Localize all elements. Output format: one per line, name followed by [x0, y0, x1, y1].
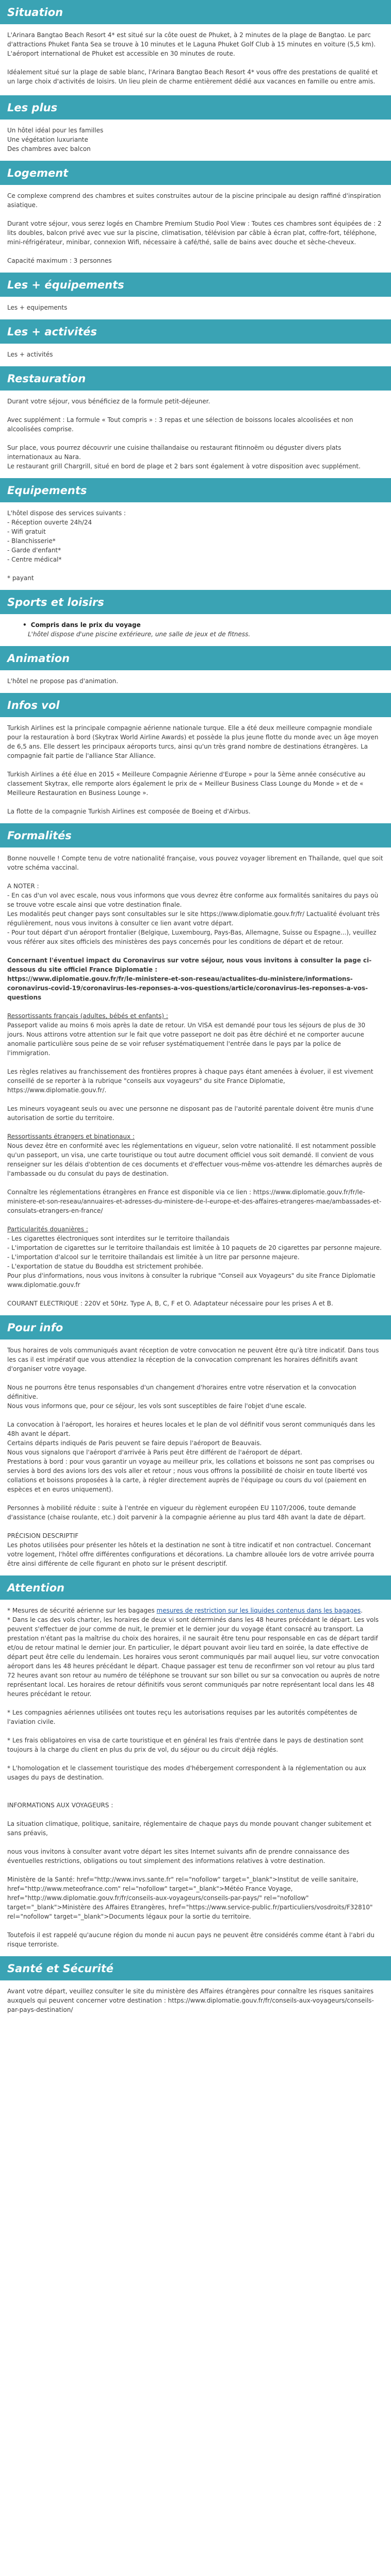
formalites-passport-text: Passeport valide au moins 6 mois après la date de retour. Un VISA est demandé pour tous les séjours de plus de 30 jours. Nous attirons votre attention sur le fait que votre passeport ne doit pas être déchiré et ne comporter aucune anomalie particulière sous peine de se voir refuser systématiquement l'entrée dans le pays par la police de l'immigration.: [7, 1022, 366, 1057]
formalites-covid-title: Concernant l'éventuel impact du Coronavirus sur votre séjour, nous vous invitons à consulter la page ci-dessous du site officiel France Diplomatie :: [7, 957, 372, 973]
sante-text: Avant votre départ, veuillez consulter le site du ministère des Affaires étrangères pour connaître les risques sanitaires auxquels qui peuvent concerner votre destination : https://www.diplomatie.gouv.fr/fr/conseils-aux-voyageurs/conseils-par-pays-destination/: [7, 1988, 374, 2013]
infos-vol-paragraph-1: Turkish Airlines est la principale compagnie aérienne nationale turque. Elle a été deux meilleure compagnie mondiale pour la restauration à bord (Skytrax World Airline Awards) et possède la plus jeune flotte du monde avec un âge moyen de 6,5 ans. Elle dessert les principaux aéroports turcs, ainsi qu'un très grand nombre de destinations étrangères. La compagnie fait partie de l'alliance Star Alliance.: [7, 724, 379, 759]
section-header-attention: Attention: [0, 1575, 391, 1600]
attention-p1-pre: * Mesures de sécurité aérienne sur les bagages: [7, 1607, 157, 1614]
section-situation: [0, 0, 391, 86]
formalites-a-noter-title: A NOTER :: [7, 883, 39, 890]
formalites-a-noter-line-1: - En cas d'un vol avec escale, nous vous informons que vous devrez être conforme aux formalités sanitaires du pays où se trouve votre escale ainsi que votre destination finale.: [7, 892, 379, 908]
infos-vol-paragraph-3: La flotte de la compagnie Turkish Airlines est composée de Boeing et d'Airbus.: [7, 808, 251, 815]
formalites-douane-line-4: - L'exportation de statue du Bouddha est strictement prohibée.: [7, 1263, 204, 1270]
pour-info-paragraph-6: Nous vous signalons que l'aéroport d'arrivée à Paris peut être différent de l'aéroport de départ.: [7, 1449, 303, 1456]
formalites-douane-line-5: Pour plus d'informations, nous vous invitons à consulter la rubrique "Conseil aux Voyageurs" du site France Diplomatie www.diplomatie.gouv.fr: [7, 1272, 376, 1289]
attention-paragraph-5: * L'homologation et le classement touristique des modes d'hébergement correspondent à la réglementation ou aux usages du pays de destination.: [7, 1765, 366, 1781]
section-activites-plus: [0, 319, 391, 359]
restauration-paragraph-4: Le restaurant grill Chargrill, situé en bord de plage et 2 bars sont également à votre disposition avec supplément.: [7, 463, 361, 470]
section-equipements-plus: [0, 273, 391, 312]
situation-paragraph-1: L'Arinara Bangtao Beach Resort 4* est situé sur la côte ouest de Phuket, à 2 minutes de la plage de Bangtao. Le parc d'attractions Phuket Fanta Sea se trouve à 10 minutes et le Laguna Phuket Golf Club à 15 minutes en voiture (5,5 km). L'aéroport international de Phuket est accessible en 30 minutes de route.: [7, 31, 376, 57]
sports-included-desc: L'hôtel dispose d'une piscine extérieure, une salle de jeux et de fitness.: [28, 631, 251, 638]
activites-plus-text: Les + activités: [7, 351, 53, 358]
pour-info-precision-text: Les photos utilisées pour présenter les hôtels et la destination ne sont à titre indicatif et non contractuel. Concernant votre logement, l'hôtel offre différentes configurations et décorations. La chambre allouée lors de votre arrivée pourra être ainsi différente de celle figurant en photo sur le présent descriptif.: [7, 1541, 374, 1567]
section-header-pour-info: Pour info: [0, 1315, 391, 1340]
equipements-line-5: - Centre médical*: [7, 556, 62, 563]
pour-info-paragraph-5: Certains départs indiqués de Paris peuvent se faire depuis l'aéroport de Beauvais.: [7, 1439, 262, 1447]
logement-capacity: Capacité maximum : 3 personnes: [7, 257, 112, 264]
sports-included-item: • Compris dans le prix du voyage: [23, 620, 384, 630]
section-formalites: [0, 823, 391, 1308]
formalites-etrangers-text-2: Connaître les réglementations étrangères en France est disponible via ce lien : https://www.diplomatie.gouv.fr/fr/le-ministere-et-son-reseau/annuaires-et-adresses-du-ministere-de-l-europe-et-des-affaires-etrangeres-mae/ambassades-et-consulats-etrangers-en-france/: [7, 1189, 382, 1214]
formalites-a-noter-line-3: - Pour tout départ d'un aéroport frontalier (Belgique, Luxembourg, Pays-Bas, Allemagne, Suisse ou Espagne...), veuillez vous référer aux sites officiels des ministères des pays concernés pour les conditions de départ et de retour.: [7, 929, 377, 945]
formalites-douane-line-2: - L'importation de cigarettes sur le territoire thaïlandais est limitée à 10 paquets de 20 cigarettes par personne majeure.: [7, 1244, 382, 1251]
section-sports: [0, 590, 391, 639]
section-pour-info: [0, 1315, 391, 1568]
pour-info-paragraph-8: Personnes à mobilité réduite : suite à l'entrée en vigueur du règlement européen EU 1107/2006, toute demande d'assistance (chaise roulante, etc.) doit parvenir à la compagnie aérienne au plus tard 48h avant la date de départ.: [7, 1504, 366, 1521]
section-header-plus: Les plus: [0, 95, 391, 120]
section-infos-vol: [0, 693, 391, 816]
attention-info-p1: La situation climatique, politique, sanitaire, réglementaire de chaque pays du monde pouvant changer subitement et sans préavis,: [7, 1820, 371, 1837]
situation-paragraph-2: Idéalement situé sur la plage de sable blanc, l'Arinara Bangtao Beach Resort 4* vous offre des prestations de qualité et un large choix d'activités de loisirs. Un lieu plein de charme entièrement dédié aux vacances en famille ou entre amis.: [7, 69, 378, 85]
liquids-restriction-link[interactable]: mesures de restriction sur les liquides contenus dans les bagages: [156, 1607, 361, 1614]
logement-paragraph-2: Durant votre séjour, vous serez logés en Chambre Premium Studio Pool View : Toutes ces chambres sont équipées de : 2 lits doubles, balcon privé avec vue sur la piscine, climatisation, télévision par câble à écran plat, coffre-fort, téléphone, mini-réfrigérateur, minibar, connexion Wifi, nécessaire à café/thé, salle de bains avec douche et sèche-cheveux.: [7, 220, 382, 246]
pour-info-paragraph-2: Nous ne pourrons être tenus responsables d'un changement d'horaires entre votre réservation et la convocation définitive.: [7, 1384, 356, 1400]
section-header-formalites: Formalités: [0, 823, 391, 848]
formalites-passport-title: Ressortissants français (adultes, bébés et enfants) :: [7, 1012, 168, 1020]
equipements-line-3: - Blanchisserie*: [7, 537, 56, 545]
section-sante: [0, 1956, 391, 2014]
section-header-logement: Logement: [0, 161, 391, 185]
attention-final: Toutefois il est rappelé qu'aucune région du monde ni aucun pays ne peuvent être considérés comme étant à l'abri du risque terroriste.: [7, 1931, 374, 1948]
pour-info-paragraph-7: Prestations à bord : pour vous garantir un voyage au meilleur prix, les collations et boissons ne sont pas comprises ou servies à bord des avions lors des vols aller et retour ; nous vous offrons la possibilité de choisir en toute liberté vos collations et boissons proposées à la carte, à régler directement auprès de l'équipage ou cours du vol (paiement en espèces et en euros uniquement).: [7, 1458, 374, 1493]
attention-paragraph-4: * Les frais obligatoires en visa de carte touristique et en général les frais d'entrée dans le pays de destination sont toujours à la charge du client en plus du prix de vol, du séjour ou du circuit déjà réglés.: [7, 1737, 364, 1753]
pour-info-precision-title: PRÉCISION DESCRIPTIF: [7, 1532, 79, 1539]
section-plus: [0, 95, 391, 154]
section-header-equipements: Equipements: [0, 478, 391, 502]
section-logement: [0, 161, 391, 265]
section-header-animation: Animation: [0, 646, 391, 670]
section-header-situation: Situation: [0, 0, 391, 24]
infos-vol-paragraph-2: Turkish Airlines a été élue en 2015 « Meilleure Compagnie Aérienne d'Europe » pour la 5ème année consécutive au classement Skytrax, elle remporte alors également le prix de « Meilleur Business Class Lounge du Monde » et de « Meilleure Restauration en Business Lounge ».: [7, 771, 366, 796]
animation-text: L'hôtel ne propose pas d'animation.: [7, 677, 119, 685]
restauration-paragraph-2: Avec supplément : La formule « Tout compris » : 3 repas et une sélection de boissons locales alcoolisées et non alcoolisées comprise.: [7, 416, 353, 433]
formalites-etrangers-text: Nous devez être en conformité avec les réglementations en vigueur, selon votre nationalité. Il est notamment possible qu'un passeport, un visa, une carte touristique ou tout autre document officiel vous soit demandé. Il convient de vous renseigner sur les délais d'obtention de ces documents et d'effectuer vous-même vos-attendre les démarches auprès de l'ambassade ou du consulat du pays de destination.: [7, 1142, 382, 1177]
attention-links-paragraph[interactable]: Ministère de la Santé: href="http://www.invs.sante.fr" rel="nofollow" target="_blank">Institut de veille sanitaire, href="http://www.meteofrance.com" rel="nofollow" target="_blank">Météo France Voyage, href="http://www.diplomatie.gouv.fr/fr/conseils-aux-voyageurs/conseils-par-pays/" rel="nofollow" target="_blank">Ministère des Affaires Etrangères, href="https://www.service-public.fr/particuliers/vosdroits/F32810" rel="nofollow" target="_blank">Documents légaux pour la sortie du territoire.: [7, 1876, 373, 1920]
section-header-restauration: Restauration: [0, 366, 391, 391]
restauration-paragraph-3: Sur place, vous pourrez découvrir une cuisine thaïlandaise ou restaurant fitinnoëm ou déguster divers plats internationaux au Nara.: [7, 444, 341, 461]
formalites-a-noter-line-2: Les modalités peut changer pays sont consultables sur le site https://www.diplomatie.gouv.fr/fr/ Lactualité évoluant très régulièrement, nous vous invitons à consulter ce lien avant votre départ.: [7, 910, 380, 927]
attention-p1-post: .: [361, 1607, 363, 1614]
restauration-paragraph-1: Durant votre séjour, vous bénéficiez de la formule petit-déjeuner.: [7, 398, 210, 405]
formalites-mineurs: Les mineurs voyageant seuls ou avec une personne ne disposant pas de l'autorité parentale doivent être munis d'une autorisation de sortie du territoire.: [7, 1105, 374, 1122]
formalites-douane-line-3: - L'importation d'alcool sur le territoire thaïlandais est limitée à un litre par personne majeure.: [7, 1253, 300, 1261]
attention-paragraph-3: * Les compagnies aériennes utilisées ont toutes reçu les autorisations requises par les autorités compétentes de l'aviation civile.: [7, 1709, 357, 1725]
formalites-regles: Les règles relatives au franchissement des frontières propres à chaque pays étant amenées à évoluer, il est vivement conseillé de se reporter à la rubrique "conseils aux voyageurs" du site France Diplomatie, https://www.diplomatie.gouv.fr/.: [7, 1068, 373, 1094]
equipements-intro: L'hôtel dispose des services suivants :: [7, 510, 126, 517]
formalites-etrangers-title: Ressortissants étrangers et binationaux :: [7, 1133, 135, 1140]
section-header-infos-vol: Infos vol: [0, 693, 391, 717]
section-header-sante: Santé et Sécurité: [0, 1956, 391, 1980]
logement-paragraph-1: Ce complexe comprend des chambres et suites construites autour de la piscine principale au design raffiné d'inspiration asiatique.: [7, 192, 381, 209]
plus-line-3: Des chambres avec balcon: [7, 145, 91, 152]
attention-paragraph-2: * Dans le cas des vols charter, les horaires de deux vi sont déterminés dans les 48 heures précédant le départ. Les vols peuvent s'effectuer de jour comme de nuit, le premier et le dernier jour du voyage étant consacré au transport. La prestation n'étant pas la maîtrise du choix des horaires, il ne saurait être tenu pour responsable en cas de départ tardif et/ou de retour matinal le dernier jour. En particulier, le départ pouvant avoir lieu tard en soirée, la date effective de départ peut être celle du lendemain. Les horaires vous seront communiqués par mail auquel lieu, sur votre convocation aéroport dans les 48 heures précédant le départ. Chaque passager est tenu de reconfirmer son vol retour au plus tard 72 heures avant son retour au numéro de téléphone se trouvant sur son billet ou sur sa convocation ou auprès de notre représentant local. Les horaires de retour définitifs vous seront communiqués par notre représentant local dans les 48 heures précédant le retour.: [7, 1616, 380, 1698]
attention-info-title: INFORMATIONS AUX VOYAGEURS :: [7, 1802, 113, 1809]
formalites-courant: COURANT ELECTRIQUE : 220V et 50Hz. Type A, B, C, F et O. Adaptateur nécessaire pour les prises A et B.: [7, 1300, 333, 1307]
attention-info-p2: nous vous invitons à consulter avant votre départ les sites Internet suivants afin de prendre connaissance des éventuelles restrictions, obligations ou tout simplement des informations relatives à votre destination.: [7, 1848, 350, 1865]
plus-line-1: Un hôtel idéal pour les familles: [7, 127, 104, 134]
section-header-activites-plus: Les + activités: [0, 319, 391, 344]
section-equipements: [0, 478, 391, 583]
pour-info-paragraph-3: Nous vous informons que, pour ce séjour, les vols sont susceptibles de faire l'objet d'une escale.: [7, 1402, 307, 1410]
plus-line-2: Une végétation luxuriante: [7, 136, 88, 143]
equipements-line-4: - Garde d'enfant*: [7, 547, 61, 554]
section-attention: [0, 1575, 391, 1949]
formalites-paragraph-1: Bonne nouvelle ! Compte tenu de votre nationalité française, vous pouvez voyager librement en Thaïlande, quel que soit votre schéma vaccinal.: [7, 855, 383, 871]
pour-info-paragraph-1: Tous horaires de vols communiqués avant réception de votre convocation ne peuvent être qu'à titre indicatif. Dans tous les cas il est impératif que vous attendiez la réception de la convocation comprenant les horaires définitifs avant d'organiser votre voyage.: [7, 1347, 379, 1372]
equipements-plus-text: Les + equipements: [7, 304, 68, 311]
section-header-sports: Sports et loisirs: [0, 590, 391, 614]
equipements-line-2: - Wifi gratuit: [7, 528, 46, 535]
equipements-line-1: - Réception ouverte 24h/24: [7, 519, 92, 526]
formalites-douane-line-1: - Les cigarettes électroniques sont interdites sur le territoire thaïlandais: [7, 1235, 230, 1242]
section-restauration: [0, 366, 391, 471]
equipements-note: * payant: [7, 574, 34, 582]
pour-info-paragraph-4: La convocation à l'aéroport, les horaires et heures locales et le plan de vol définitif vous seront communiqués dans les 48h avant le départ.: [7, 1421, 376, 1437]
section-header-equipements-plus: Les + équipements: [0, 273, 391, 297]
attention-paragraph-1: [7, 1606, 384, 1615]
formalites-covid-link[interactable]: https://www.diplomatie.gouv.fr/fr/le-ministere-et-son-reseau/actualites-du-ministere/informations-coronavirus-covid-19/coronavirus-les-reponses-a-vos-questions/article/coronavirus-les-reponses-a-vos-questions: [7, 975, 368, 1001]
formalites-douane-title: Particularités douanières :: [7, 1226, 88, 1233]
section-animation: [0, 646, 391, 686]
